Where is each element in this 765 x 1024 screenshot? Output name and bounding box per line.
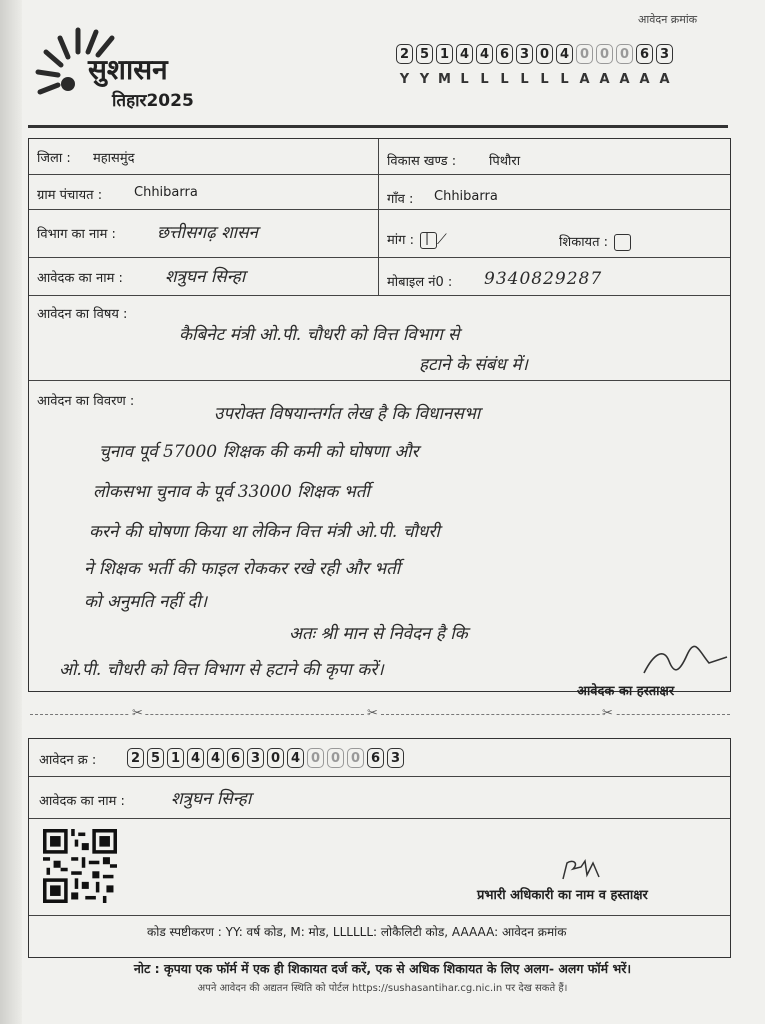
department-value: छत्तीसगढ़ शासन (157, 223, 258, 243)
sushasan-logo (28, 10, 194, 111)
slip-application-no-label: आवेदन क्र : (39, 753, 97, 768)
digit-box: 0 (347, 748, 364, 768)
department-label: विभाग का नाम : (37, 227, 116, 242)
logo-subtitle: तिहार2025 (112, 91, 194, 111)
slip-application-number-boxes (127, 748, 404, 768)
digit-box: 0 (327, 748, 344, 768)
digit-box: 4 (187, 748, 204, 768)
legend-letter: Y (419, 72, 430, 87)
district-value: महासमुंद (93, 151, 135, 166)
subject-label: आवेदन का विषय : (37, 307, 128, 322)
qr-code-icon (43, 829, 117, 903)
code-explanation: कोड स्पष्टीकरण : YY: वर्ष कोड, M: मोड, LLLLLL: लोकैलिटी कोड, AAAAA: आवेदन क्रमांक (147, 925, 567, 939)
digit-box: 6 (367, 748, 384, 768)
digit-box: 0 (267, 748, 284, 768)
village-label: गाँव : (387, 192, 414, 207)
digit-box: 0 (536, 44, 553, 64)
slip-row-number (29, 739, 730, 777)
mobile-value: 9340829287 (484, 269, 603, 289)
applicant-value: शत्रुघन सिन्हा (165, 267, 246, 287)
digit-box: 0 (307, 748, 324, 768)
legend-letter: L (520, 72, 529, 87)
digit-box: 0 (596, 44, 613, 64)
legend-letter: L (560, 72, 569, 87)
logo-title: सुशासन (88, 53, 168, 86)
digit-box: 5 (147, 748, 164, 768)
digit-box: 4 (287, 748, 304, 768)
legend-letter: A (599, 72, 610, 87)
applicant-signature (639, 643, 729, 679)
officer-signature (559, 857, 619, 883)
digit-box: 2 (127, 748, 144, 768)
legend-letter: A (619, 72, 630, 87)
digit-box: 4 (456, 44, 473, 64)
application-number-boxes (396, 44, 673, 64)
details-line: ने शिक्षक भर्ती की फाइल रोककर रखे रही और भर्ती (84, 559, 401, 579)
details-line: अतः श्री मान से निवेदन है कि (289, 624, 468, 644)
column-divider (378, 139, 379, 296)
digit-box: 5 (416, 44, 433, 64)
digit-box: 4 (556, 44, 573, 64)
gram-panchayat-value: Chhibarra (134, 185, 198, 200)
mobile-label: मोबाइल नं0 : (387, 275, 453, 290)
legend-letter: Y (399, 72, 410, 87)
block-label: विकास खण्ड : (387, 154, 457, 169)
details-section (29, 381, 730, 699)
demand-checkbox[interactable]: | (420, 232, 437, 249)
slip-applicant-label: आवेदक का नाम : (39, 794, 125, 809)
subject-line: हटाने के संबंध में। (419, 355, 528, 375)
complaint-label: शिकायत : (559, 232, 631, 251)
digit-box: 4 (207, 748, 224, 768)
details-line: को अनुमति नहीं दी। (84, 592, 208, 612)
gram-panchayat-label: ग्राम पंचायत : (37, 188, 103, 203)
complaint-checkbox[interactable] (614, 234, 631, 251)
row-department (29, 210, 730, 258)
scissor-icon: ✂ (132, 706, 143, 721)
row-applicant (29, 258, 730, 296)
legend-letter: M (438, 72, 451, 87)
digit-box: 3 (247, 748, 264, 768)
row-subject (29, 296, 730, 381)
digit-box: 3 (656, 44, 673, 64)
legend-letter: A (579, 72, 590, 87)
row-panchayat (29, 175, 730, 210)
digit-box: 6 (227, 748, 244, 768)
digit-box: 1 (167, 748, 184, 768)
code-legend (396, 72, 673, 87)
digit-box: 3 (516, 44, 533, 64)
details-line: ओ.पी. चौधरी को वित्त विभाग से हटाने की कृपा करें। (59, 660, 384, 680)
legend-letter: A (659, 72, 670, 87)
legend-letter: L (540, 72, 549, 87)
details-line: लोकसभा चुनाव के पूर्व 33000 शिक्षक भर्ती (93, 482, 370, 502)
digit-box: 6 (496, 44, 513, 64)
digit-box: 0 (576, 44, 593, 64)
details-line: करने की घोषणा किया था लेकिन वित्त मंत्री ओ.पी. चौधरी (89, 522, 440, 542)
digit-box: 0 (616, 44, 633, 64)
code-explanation-row (29, 915, 730, 946)
digit-box: 3 (387, 748, 404, 768)
applicant-label: आवेदक का नाम : (37, 271, 123, 286)
footer-note: नोट : कृपया एक फॉर्म में एक ही शिकायत दर्ज करें, एक से अधिक शिकायत के लिए अलग- अलग फॉर्म भरें। (133, 961, 632, 976)
district-label: जिला : (37, 151, 71, 166)
subject-line: कैबिनेट मंत्री ओ.पी. चौधरी को वित्त विभाग से (179, 325, 460, 345)
application-number-label: आवेदन क्रमांक (638, 13, 698, 26)
legend-letter: L (460, 72, 469, 87)
details-line: उपरोक्त विषयान्तर्गत लेख है कि विधानसभा (214, 404, 481, 424)
row-district (29, 139, 730, 175)
legend-letter: L (480, 72, 489, 87)
details-line: चुनाव पूर्व 57000 शिक्षक की कमी को घोषणा और (99, 442, 419, 462)
cut-line (30, 706, 730, 721)
digit-box: 4 (476, 44, 493, 64)
header-divider (28, 125, 728, 128)
slip-row-applicant (29, 777, 730, 819)
acknowledgement-slip (28, 738, 731, 958)
village-value: Chhibarra (434, 189, 498, 204)
legend-letter: L (500, 72, 509, 87)
scan-edge (0, 0, 22, 1024)
portal-text: अपने आवेदन की अद्यतन स्थिति को पोर्टल https://sushasantihar.cg.nic.in पर देख सकते हैं। (197, 983, 568, 994)
legend-letter: A (639, 72, 650, 87)
block-value: पिथौरा (489, 154, 521, 169)
details-label: आवेदन का विवरण : (37, 394, 135, 409)
digit-box: 6 (636, 44, 653, 64)
officer-label: प्रभारी अधिकारी का नाम व हस्ताक्षर (477, 888, 648, 903)
demand-label: मांग : | ⟋ (387, 231, 447, 248)
slip-applicant-value: शत्रुघन सिन्हा (171, 789, 252, 809)
scissor-icon: ✂ (367, 706, 378, 721)
digit-box: 1 (436, 44, 453, 64)
digit-box: 2 (396, 44, 413, 64)
application-form (28, 138, 731, 699)
signature-label: आवेदक का हस्ताक्षर (577, 684, 675, 699)
scissor-icon: ✂ (602, 706, 613, 721)
